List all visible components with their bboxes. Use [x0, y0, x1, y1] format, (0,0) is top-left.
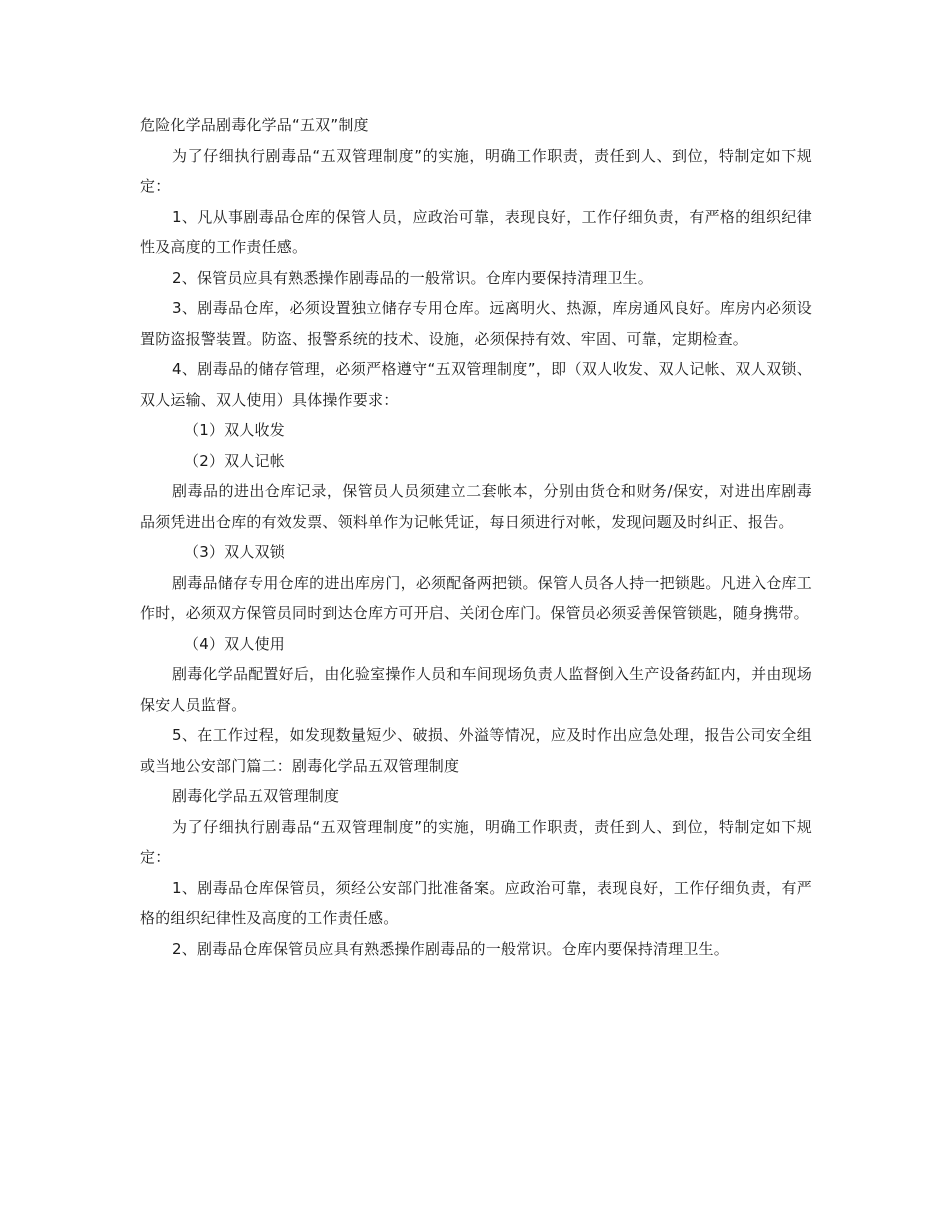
paragraph: 剧毒化学品配置好后，由化验室操作人员和车间现场负责人监督倒入生产设备药缸内，并由现场保安人员监督。 — [140, 665, 812, 714]
sub-heading: （4）双人使用 — [184, 634, 285, 653]
sub-heading: （2）双人记帐 — [184, 451, 285, 470]
paragraph: 3、剧毒品仓库，必须设置独立储存专用仓库。远离明火、热源，库房通风良好。库房内必须设置防盗报警装置。防盗、报警系统的技术、设施，必须保持有效、牢固、可靠，定期检查。 — [140, 299, 812, 348]
paragraph: 1、剧毒品仓库保管员，须经公安部门批准备案。应政治可靠，表现良好，工作仔细负责，有严格的组织纪律性及高度的工作责任感。 — [140, 878, 812, 927]
sub-heading: （3）双人双锁 — [184, 543, 285, 561]
sub-heading: （1）双人收发 — [184, 421, 285, 439]
section-heading: 剧毒化学品五双管理制度 — [172, 787, 340, 805]
paragraph: 5、在工作过程，如发现数量短少、破损、外溢等情况，应及时作出应急处理，报告公司安全组或当地公安部门篇二：剧毒化学品五双管理制度 — [140, 726, 812, 775]
paragraph: 剧毒品的进出仓库记录，保管员人员须建立二套帐本，分别由货仓和财务/保安，对进出库剧毒品须凭进出仓库的有效发票、领料单作为记帐凭证，每日须进行对帐，发现问题及时纠正、报告。 — [140, 482, 812, 531]
paragraph: 为了仔细执行剧毒品“五双管理制度”的实施，明确工作职责，责任到人、到位，特制定如下规定： — [140, 817, 812, 866]
paragraph: 2、保管员应具有熟悉操作剧毒品的一般常识。仓库内要保持清理卫生。 — [172, 268, 653, 287]
document-title: 危险化学品剧毒化学品“五双”制度 — [140, 116, 369, 134]
paragraph: 2、剧毒品仓库保管员应具有熟悉操作剧毒品的一般常识。仓库内要保持清理卫生。 — [172, 939, 729, 958]
paragraph: 为了仔细执行剧毒品“五双管理制度”的实施，明确工作职责，责任到人、到位，特制定如下规定： — [140, 146, 812, 195]
document-body — [140, 110, 812, 964]
paragraph: 剧毒品储存专用仓库的进出库房门，必须配备两把锁。保管人员各人持一把锁匙。凡进入仓库工作时，必须双方保管员同时到达仓库方可开启、关闭仓库门。保管员必须妥善保管锁匙，随身携带。 — [140, 573, 812, 622]
paragraph: 4、剧毒品的储存管理，必须严格遵守“五双管理制度”，即（双人收发、双人记帐、双人双锁、双人运输、双人使用）具体操作要求： — [140, 360, 812, 409]
paragraph: 1、凡从事剧毒品仓库的保管人员，应政治可靠，表现良好，工作仔细负责，有严格的组织纪律性及高度的工作责任感。 — [140, 207, 812, 256]
